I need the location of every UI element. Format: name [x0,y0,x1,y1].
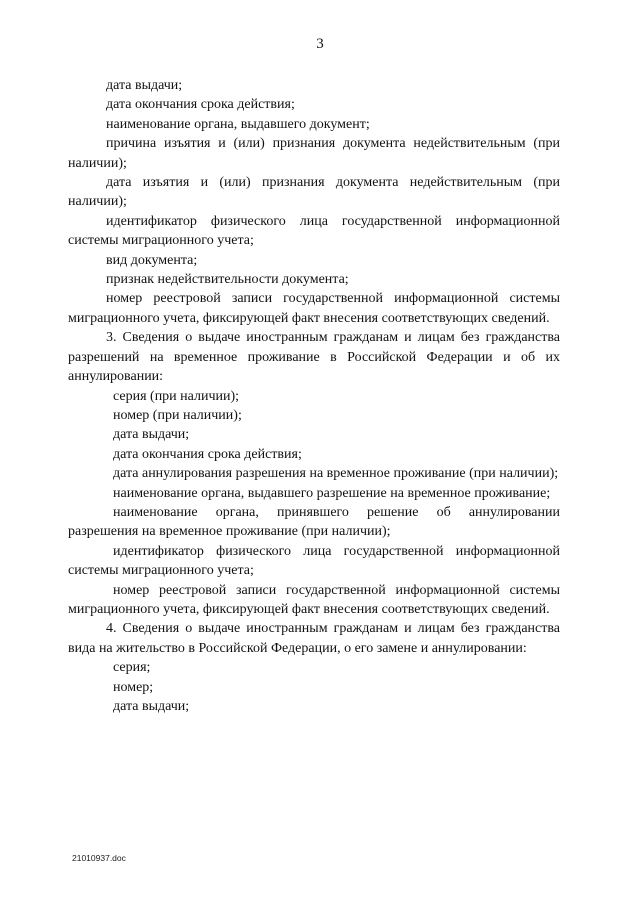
section-heading-paragraph: 3. Сведения о выдаче иностранным гражданам и лицам без гражданства разрешений на временное проживание в Российской Федерации и об их аннулировании: [68,330,560,385]
paragraph: идентификатор физического лица государственной информационной системы миграционного учета; [68,543,560,579]
paragraph: номер; [113,679,154,695]
paragraph: наименование органа, выдавшего разрешение на временное проживание; [113,485,551,501]
paragraph: номер реестровой записи государственной информационной системы миграционного учета, фиксирующей факт внесения соответствующих сведений. [68,291,560,326]
paragraph: дата аннулирования разрешения на временное проживание (при наличии); [113,466,559,482]
paragraph: дата выдачи; [113,427,190,443]
paragraph: причина изъятия и (или) признания документа недействительным (при наличии); [68,136,560,171]
paragraph: номер (при наличии); [113,407,242,423]
paragraph: вид документа; [106,252,198,268]
paragraph: наименование органа, выдавшего документ; [106,116,370,132]
paragraph: дата изъятия и (или) признания документа недействительным (при наличии); [68,175,560,210]
paragraph: номер реестровой записи государственной информационной системы миграционного учета, фиксирующей факт внесения соответствующих сведений. [68,582,560,617]
paragraph: серия; [113,660,151,676]
paragraph: дата окончания срока действия; [106,97,295,113]
paragraph: наименование органа, принявшего решение об аннулировании разрешения на временное проживание (при наличии); [68,504,560,540]
section-heading-paragraph: 4. Сведения о выдаче иностранным гражданам и лицам без гражданства вида на жительство в Российской Федерации, о его замене и аннулировании: [68,621,560,656]
paragraph: дата выдачи; [106,78,183,93]
file-name-footer: 21010937.doc [72,853,126,863]
paragraph: дата выдачи; [113,699,190,714]
paragraph: признак недействительности документа; [106,272,349,288]
document-body [68,76,560,716]
paragraph: идентификатор физического лица государственной информационной системы миграционного учета; [68,213,560,249]
paragraph: серия (при наличии); [113,388,240,404]
paragraph: дата окончания срока действия; [113,446,302,462]
page-number: 3 [316,36,324,52]
